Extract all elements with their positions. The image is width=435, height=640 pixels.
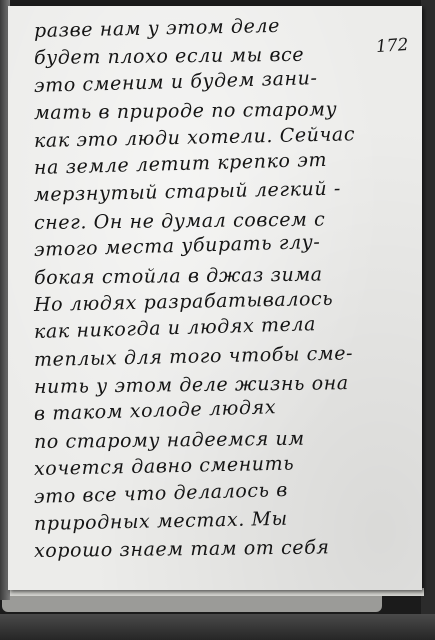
background-bottom xyxy=(0,614,435,640)
handwritten-line: бокая стойла в джаз зима xyxy=(33,262,323,289)
handwritten-line: хорошо знаем там от себя xyxy=(33,536,330,563)
handwritten-line: теплых для того чтобы сме- xyxy=(33,342,354,371)
handwritten-text xyxy=(33,14,406,566)
handwritten-line: снег. Он не думал совсем с xyxy=(33,208,326,234)
handwritten-line: нить у этом деле жизнь она xyxy=(33,372,349,399)
handwritten-line: это все что делалось в xyxy=(33,478,289,508)
handwritten-line: Но людях разрабатывалось xyxy=(33,287,334,316)
handwritten-line: будет плохо если мы все xyxy=(33,44,305,70)
handwritten-line: по старому надеемся им xyxy=(33,427,305,453)
handwritten-line: хочется давно сменить xyxy=(33,452,295,481)
background-right xyxy=(421,0,435,640)
handwritten-line: как это люди хотели. Сейчас xyxy=(33,122,356,152)
handwritten-line: этого места убирать глу- xyxy=(33,231,321,262)
handwritten-line: мать в природе по старому xyxy=(33,98,338,125)
handwritten-line: мерзнутый старый легкий - xyxy=(33,177,342,207)
handwritten-line: в таком холоде людях xyxy=(33,396,277,426)
page-stack-lower xyxy=(2,596,382,612)
notebook-page xyxy=(8,6,422,590)
handwritten-line: это сменим и будем зани- xyxy=(33,66,318,97)
handwritten-line: природных местах. Мы xyxy=(33,507,288,536)
handwritten-line: как никогда и людях тела xyxy=(33,313,317,344)
page-number: 172 xyxy=(375,34,410,58)
handwritten-line: разве нам у этом деле xyxy=(33,14,281,42)
handwritten-line: на земле летит крепко эт xyxy=(33,148,328,179)
